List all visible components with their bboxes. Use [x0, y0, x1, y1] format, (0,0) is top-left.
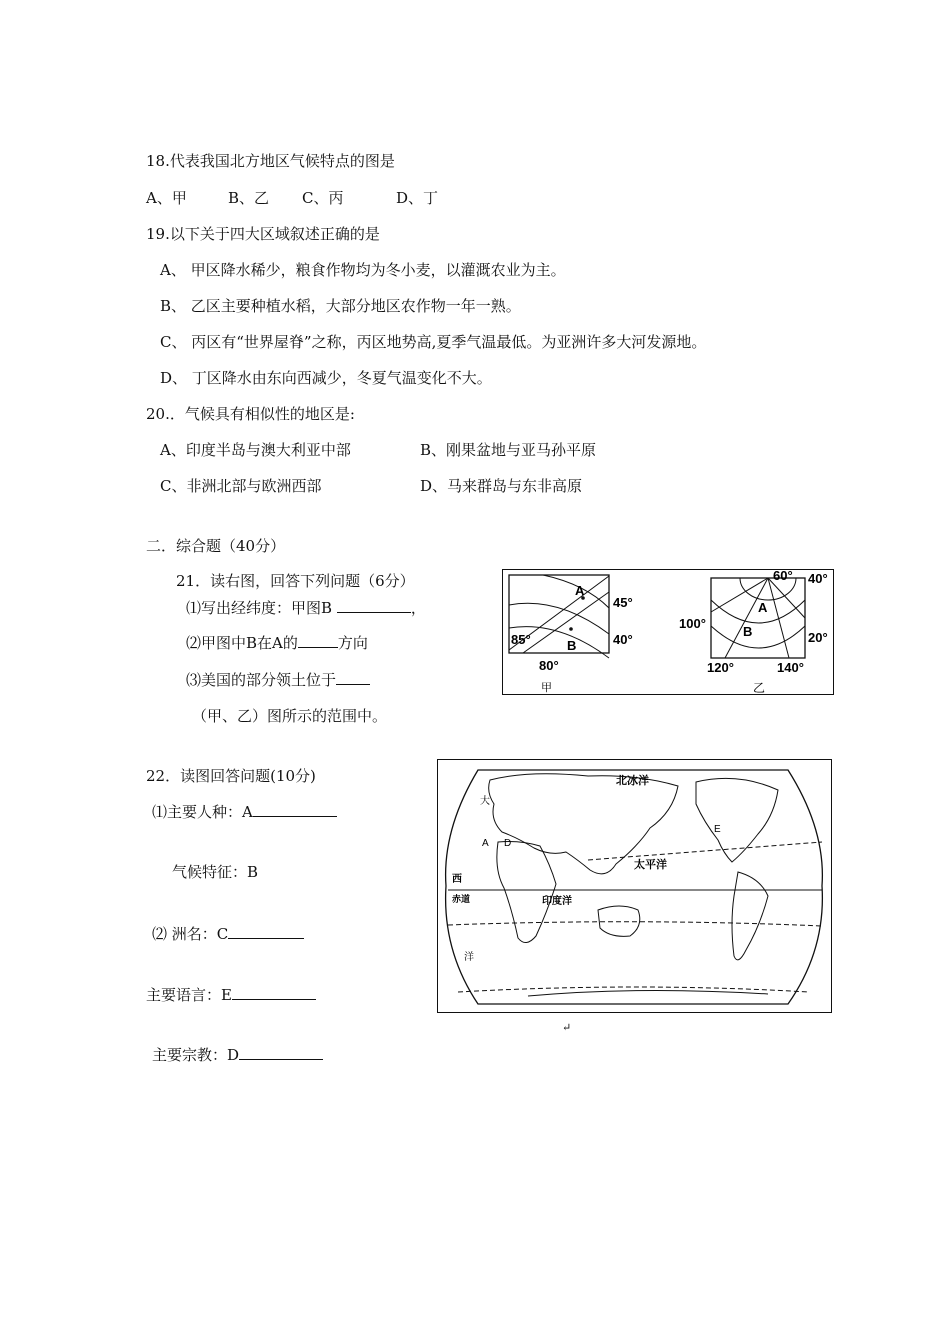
q21-figure-graphic	[503, 570, 833, 694]
figure-jia	[509, 575, 633, 694]
q18-option-b: B、乙	[228, 189, 270, 207]
q22-part2b	[146, 985, 316, 1005]
map-label-pacific-ocean: 太平洋	[634, 859, 667, 871]
jia-lat-40: 40°	[613, 632, 633, 647]
map-label-a: A	[482, 838, 489, 849]
figure-yi	[679, 570, 828, 694]
return-mark: ↵	[562, 1021, 572, 1034]
q21-part2-label: ⑵甲图中B在A的	[186, 634, 298, 652]
map-label-d: D	[504, 838, 512, 849]
q18-option-a: A、甲	[146, 189, 187, 207]
q19-option-a: A、 甲区降水稀少，粮食作物均为冬小麦，以灌溉农业为主。	[160, 261, 566, 279]
section2-title: 二．综合题（40分）	[146, 537, 286, 555]
world-map-graphic	[438, 760, 831, 1012]
jia-point-a: A	[575, 583, 585, 598]
q21-part3-answer-blank[interactable]	[336, 670, 370, 685]
q22-part2-label: ⑵ 洲名：C	[152, 925, 229, 943]
jia-lon-85: 85°	[511, 632, 531, 647]
q20-option-d: D、马来群岛与东非高原	[420, 477, 583, 495]
yi-caption: 乙	[753, 681, 766, 694]
q18-option-c: C、丙	[302, 189, 344, 207]
q21-part3-continued: （甲、乙）图所示的范围中。	[192, 707, 388, 725]
q19-option-c: C、 丙区有“世界屋脊”之称，丙区地势高,夏季气温最低。为亚洲许多大河发源地。	[160, 333, 707, 351]
q21-part3	[186, 670, 370, 690]
map-label-e: E	[714, 824, 721, 835]
q19-option-d: D、 丁区降水由东向西减少，冬夏气温变化不大。	[160, 369, 492, 387]
q22-stem: 22．读图回答问题(10分)	[146, 767, 316, 785]
q21-part2	[186, 633, 368, 653]
q21-part2-answer-blank[interactable]	[298, 633, 338, 648]
yi-lat-60: 60°	[773, 570, 793, 583]
yi-lon-140: 140°	[777, 660, 804, 675]
jia-lon-80: 80°	[539, 658, 559, 673]
jia-lat-45: 45°	[613, 595, 633, 610]
q21-part3-label: ⑶美国的部分领土位于	[186, 671, 337, 689]
map-label-arctic-ocean: 北冰洋	[616, 775, 649, 787]
q21-part1-answer-blank[interactable]	[337, 598, 411, 613]
map-label-west: 西	[452, 874, 462, 885]
map-label-ocean-char: 洋	[464, 952, 474, 963]
jia-point-b: B	[567, 638, 577, 653]
q18-stem: 18.代表我国北方地区气候特点的图是	[146, 152, 395, 170]
q22-part2c	[152, 1045, 323, 1065]
q22-part1	[152, 802, 337, 822]
q21-figure	[502, 569, 834, 695]
q22-part2b-label: 主要语言：E	[146, 986, 232, 1004]
yi-lat-40: 40°	[808, 571, 828, 586]
q22-part2c-answer-blank[interactable]	[239, 1045, 323, 1060]
q20-option-b: B、刚果盆地与亚马孙平原	[420, 441, 597, 459]
jia-caption: 甲	[541, 682, 552, 694]
yi-point-b: B	[743, 624, 753, 639]
q20-option-c: C、非洲北部与欧洲西部	[160, 477, 322, 495]
map-label-indian-ocean: 印度洋	[542, 896, 572, 907]
q18-option-d: D、丁	[396, 189, 439, 207]
q20-stem: 20.．气候具有相似性的地区是:	[146, 405, 355, 423]
yi-point-a: A	[758, 600, 768, 615]
yi-lon-100: 100°	[679, 616, 706, 631]
q19-stem: 19.以下关于四大区域叙述正确的是	[146, 225, 380, 243]
q22-part1-answer-blank[interactable]	[253, 802, 337, 817]
map-label-big: 大	[480, 796, 490, 807]
q22-part2b-answer-blank[interactable]	[232, 985, 316, 1000]
q22-part2	[152, 924, 304, 944]
yi-lon-120: 120°	[707, 660, 734, 675]
map-label-equator: 赤道	[452, 894, 471, 904]
q22-part2-answer-blank[interactable]	[228, 924, 304, 939]
q22-part1b: 气候特征：B	[172, 863, 259, 881]
yi-lat-20: 20°	[808, 630, 828, 645]
q21-stem: 21．读右图，回答下列问题（6分）	[176, 572, 415, 590]
q22-part1-label: ⑴主要人种：A	[152, 803, 253, 821]
q21-part2-tail: 方向	[337, 634, 368, 652]
q21-part1	[186, 598, 426, 618]
q22-world-map	[437, 759, 832, 1013]
q21-part1-label: ⑴写出经纬度：甲图B	[186, 599, 333, 617]
q22-part2c-label: 主要宗教：D	[152, 1046, 240, 1064]
q21-part1-tail: ，	[410, 599, 426, 617]
q19-option-b: B、 乙区主要种植水稻，大部分地区农作物一年一熟。	[160, 297, 521, 315]
q20-option-a: A、印度半岛与澳大利亚中部	[160, 441, 351, 459]
